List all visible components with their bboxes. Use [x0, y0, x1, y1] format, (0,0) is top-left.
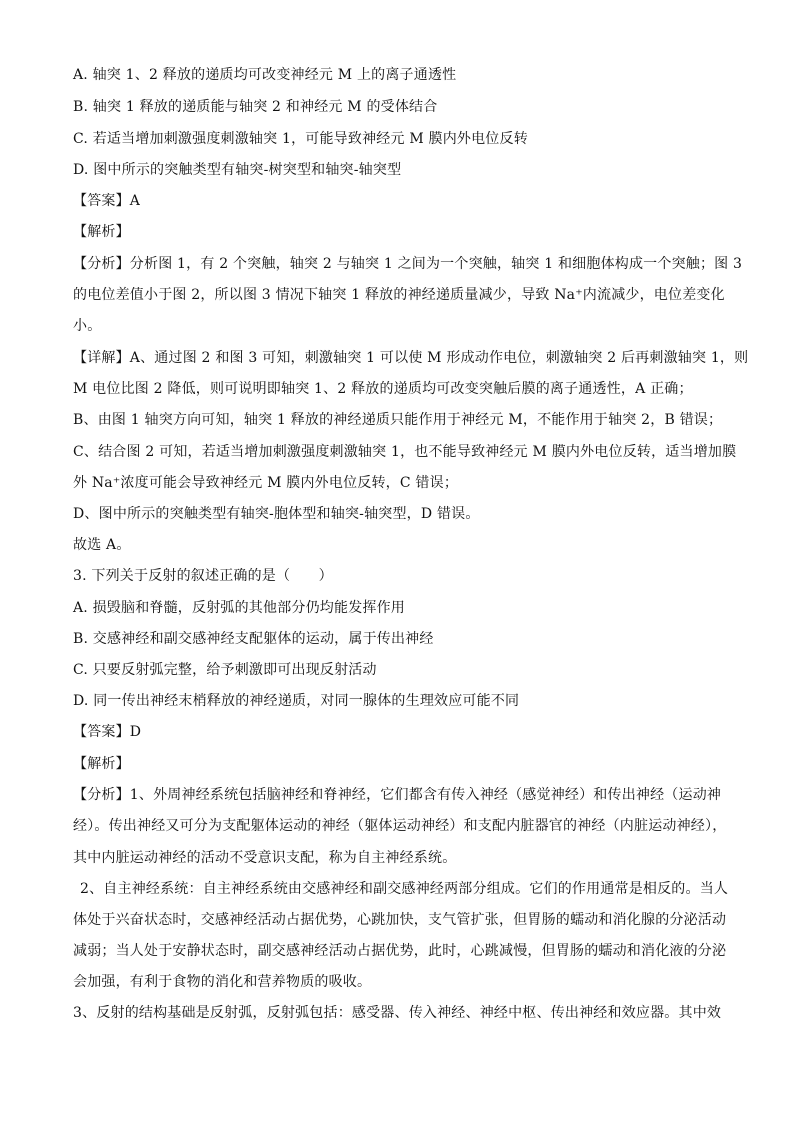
detail-text-line: 外 Na⁺浓度可能会导致神经元 M 膜内外电位反转，C 错误； [73, 475, 459, 491]
analysis-text-line: 会加强，有利于食物的消化和营养物质的吸收。 [73, 974, 372, 990]
option-a-q3: A. 损毁脑和脊髓，反射弧的其他部分仍均能发挥作用 [73, 600, 406, 616]
analysis-text-line: 小。 [73, 318, 102, 334]
detail-text-line: 【详解】A、通过图 2 和图 3 可知，刺激轴突 1 可以使 M 形成动作电位，刺激轴突 2 后再刺激轴突 1，则 [73, 350, 749, 366]
conclusion-q2: 故选 A。 [73, 537, 131, 553]
answer-label-q3: 【答案】D [73, 724, 142, 740]
detail-text-line: B、由图 1 轴突方向可知，轴突 1 释放的神经递质只能作用于神经元 M，不能作用于轴突 2，B 错误； [73, 412, 723, 428]
analysis-text-line: 体处于兴奋状态时，交感神经活动占据优势，心跳加快，支气管扩张，但胃肠的蠕动和消化腺的分泌活动 [73, 912, 727, 928]
answer-label-q2: 【答案】A [73, 193, 141, 209]
option-c-q3: C. 只要反射弧完整，给予刺激即可出现反射活动 [73, 662, 377, 678]
option-b-q3: B. 交感神经和副交感神经支配躯体的运动，属于传出神经 [73, 631, 434, 647]
option-d-q2: D. 图中所示的突触类型有轴突-树突型和轴突-轴突型 [73, 162, 402, 178]
analysis-text-line: 减弱；当人处于安静状态时，副交感神经活动占据优势，此时，心跳减慢，但胃肠的蠕动和消化液的分泌 [73, 943, 727, 959]
detail-text-line: D、图中所示的突触类型有轴突-胞体型和轴突-轴突型，D 错误。 [73, 506, 480, 522]
analysis-text-line: 【分析】分析图 1，有 2 个突触，轴突 2 与轴突 1 之间为一个突触，轴突 1 和细胞体构成一个突触；图 3 [73, 256, 743, 272]
analysis-text-line: 经）。传出神经又可分为支配躯体运动的神经（躯体运动神经）和支配内脏器官的神经（内脏运动神经）， [73, 818, 727, 834]
detail-text-line: M 电位比图 2 降低，则可说明即轴突 1、2 释放的递质均可改变突触后膜的离子通透性，A 正确； [73, 381, 693, 397]
analysis-heading-q2: 【解析】 [73, 224, 130, 240]
analysis-text-line: 3、反射的结构基础是反射弧，反射弧包括：感受器、传入神经、神经中枢、传出神经和效应器。其中效 [73, 1005, 722, 1021]
analysis-text-line: 【分析】1、外周神经系统包括脑神经和脊神经，它们都含有传入神经（感觉神经）和传出神经（运动神 [73, 787, 722, 803]
analysis-text-line: 的电位差值小于图 2，所以图 3 情况下轴突 1 释放的神经递质量减少，导致 Na⁺内流减少，电位差变化 [73, 287, 725, 303]
detail-text-line: C、结合图 2 可知，若适当增加刺激强度刺激轴突 1，也不能导致神经元 M 膜内外电位反转，适当增加膜 [73, 444, 737, 460]
analysis-heading-q3: 【解析】 [73, 756, 130, 772]
option-b-q2: B. 轴突 1 释放的递质能与轴突 2 和神经元 M 的受体结合 [73, 99, 438, 115]
analysis-text-line: 其中内脏运动神经的活动不受意识支配，称为自主神经系统。 [73, 850, 457, 866]
option-c-q2: C. 若适当增加刺激强度刺激轴突 1，可能导致神经元 M 膜内外电位反转 [73, 131, 528, 147]
option-d-q3: D. 同一传出神经末梢释放的神经递质，对同一腺体的生理效应可能不同 [73, 693, 520, 709]
question-3-stem: 3. 下列关于反射的叙述正确的是（ ） [73, 568, 333, 584]
option-a-q2: A. 轴突 1、2 释放的递质均可改变神经元 M 上的离子通透性 [73, 67, 457, 83]
analysis-text-line: 2、自主神经系统：自主神经系统由交感神经和副交感神经两部分组成。它们的作用通常是相反的。当人 [80, 881, 729, 897]
